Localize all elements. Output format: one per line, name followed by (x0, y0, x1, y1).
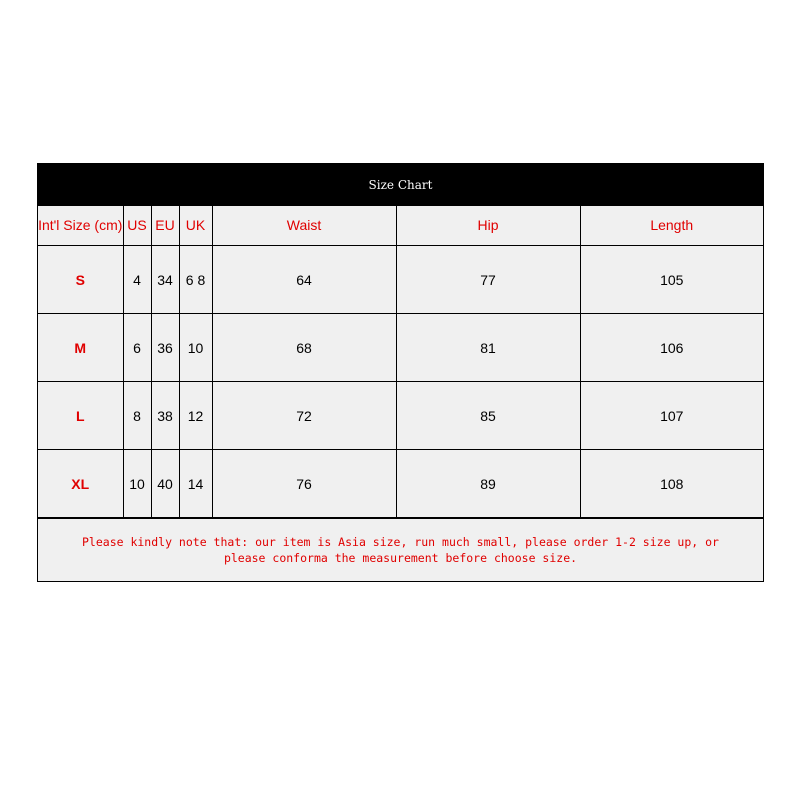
eu-cell: 40 (151, 450, 179, 518)
header-row (38, 206, 763, 246)
waist-cell: 64 (212, 246, 396, 314)
table-row (38, 382, 763, 450)
us-cell: 10 (123, 450, 151, 518)
size-cell: XL (38, 450, 123, 518)
header-hip: Hip (396, 206, 580, 246)
uk-cell: 14 (179, 450, 212, 518)
table-row (38, 450, 763, 518)
eu-cell: 38 (151, 382, 179, 450)
length-cell: 106 (580, 314, 763, 382)
hip-cell: 81 (396, 314, 580, 382)
eu-cell: 36 (151, 314, 179, 382)
waist-cell: 76 (212, 450, 396, 518)
eu-cell: 34 (151, 246, 179, 314)
size-cell: L (38, 382, 123, 450)
hip-cell: 89 (396, 450, 580, 518)
header-eu: EU (151, 206, 179, 246)
us-cell: 6 (123, 314, 151, 382)
table-row (38, 314, 763, 382)
waist-cell: 68 (212, 314, 396, 382)
header-intl-size: Int'l Size (cm) (38, 206, 123, 246)
size-cell: S (38, 246, 123, 314)
uk-cell: 10 (179, 314, 212, 382)
size-table (38, 206, 763, 518)
uk-cell: 6 8 (179, 246, 212, 314)
size-chart (37, 163, 764, 582)
header-length: Length (580, 206, 763, 246)
hip-cell: 77 (396, 246, 580, 314)
waist-cell: 72 (212, 382, 396, 450)
table-row (38, 246, 763, 314)
header-waist: Waist (212, 206, 396, 246)
us-cell: 8 (123, 382, 151, 450)
hip-cell: 85 (396, 382, 580, 450)
length-cell: 105 (580, 246, 763, 314)
length-cell: 108 (580, 450, 763, 518)
us-cell: 4 (123, 246, 151, 314)
size-note: Please kindly note that: our item is Asia size, run much small, please order 1-2 size up, or please conforma the measurement before choose size. (38, 518, 763, 581)
size-cell: M (38, 314, 123, 382)
chart-title: Size Chart (38, 164, 763, 206)
length-cell: 107 (580, 382, 763, 450)
uk-cell: 12 (179, 382, 212, 450)
header-us: US (123, 206, 151, 246)
header-uk: UK (179, 206, 212, 246)
